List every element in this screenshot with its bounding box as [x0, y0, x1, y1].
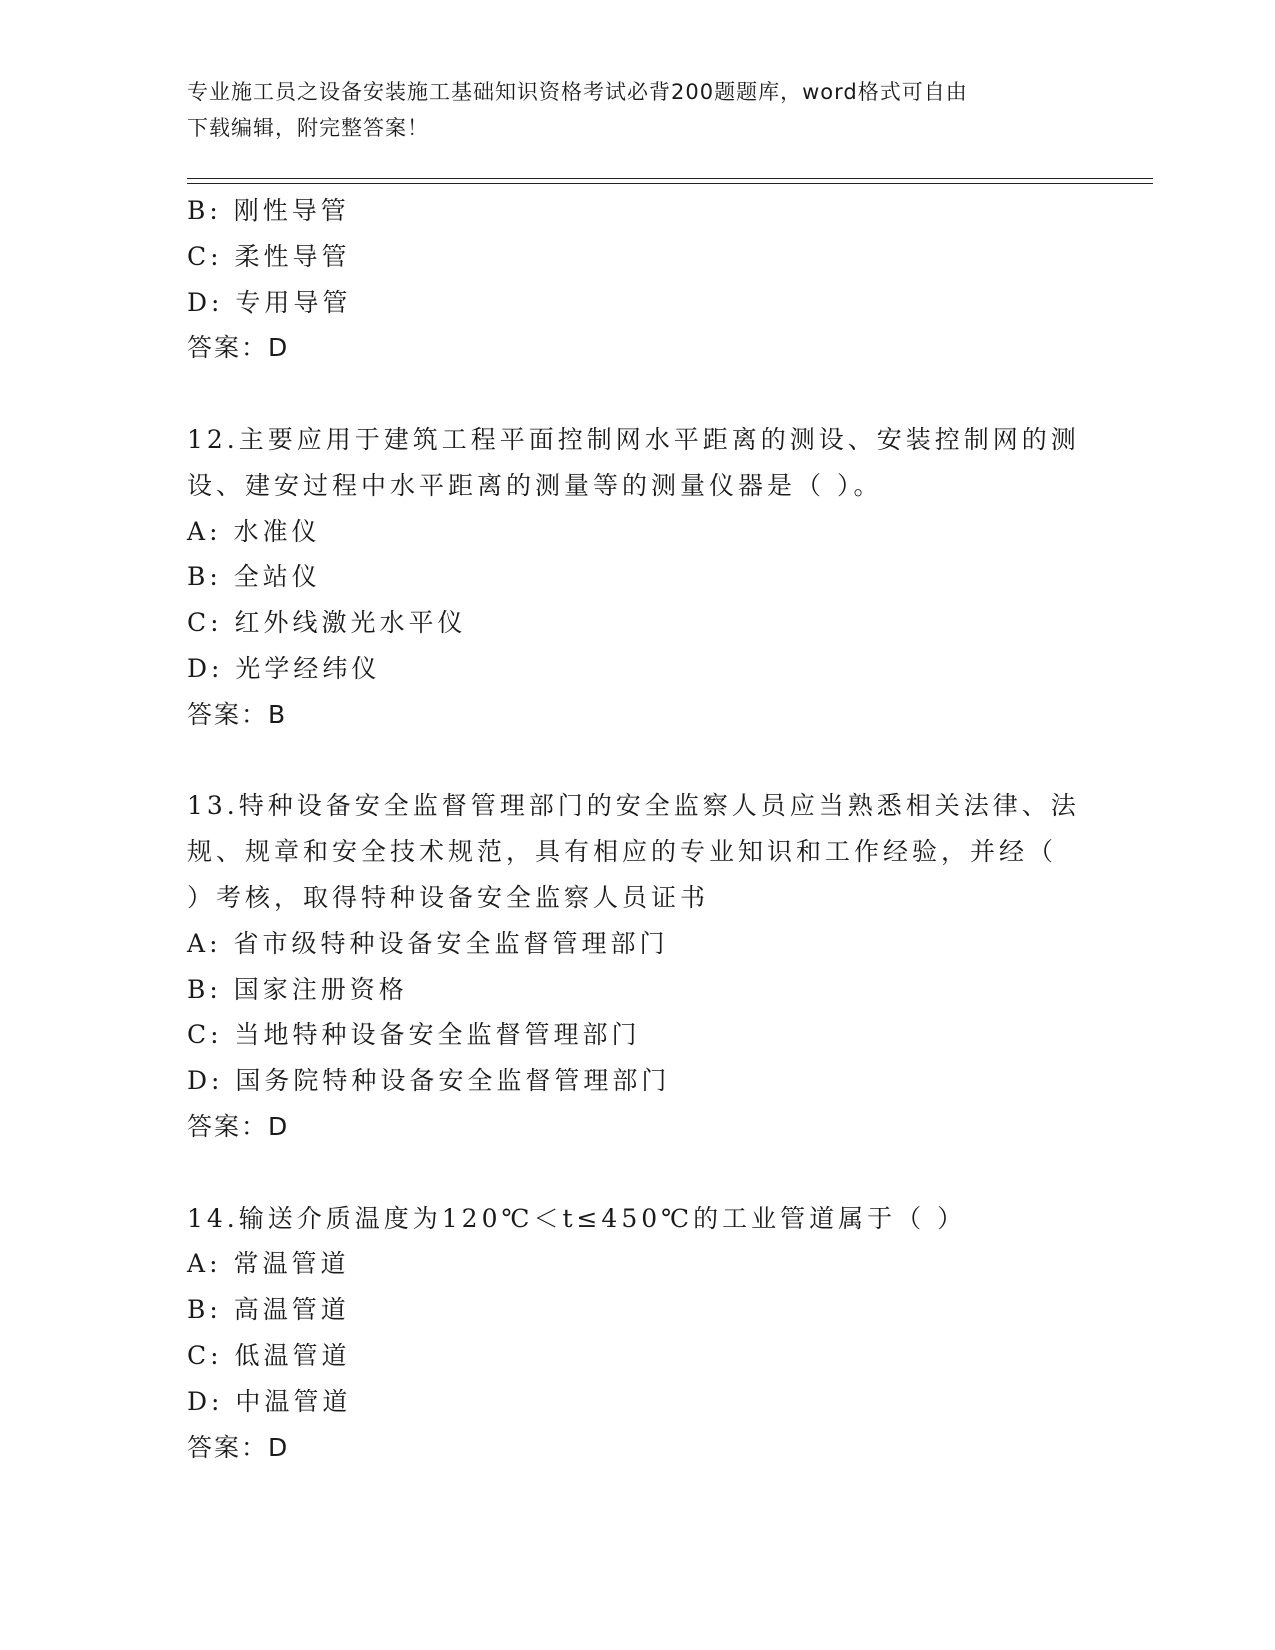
- question-stem-line: 12.主要应用于建筑工程平面控制网水平距离的测设、安装控制网的测: [187, 424, 1080, 454]
- option-b: B: 刚性导管: [187, 196, 350, 225]
- option-text: 红外线激光水平仪: [234, 608, 467, 638]
- option-letter: D: [187, 1386, 212, 1416]
- option-letter: A: [187, 1249, 210, 1279]
- option-d: D: 中温管道: [187, 1386, 352, 1416]
- answer-value: B: [268, 699, 288, 729]
- option-letter: B: [187, 562, 210, 592]
- option-letter: A: [187, 516, 210, 546]
- option-letter: D: [187, 1066, 212, 1096]
- spacer: [187, 1150, 1087, 1196]
- option-text: 低温管道: [234, 1340, 351, 1370]
- option-letter: B: [187, 196, 210, 225]
- option-text: 全站仪: [233, 562, 321, 592]
- header-title-line-1: 专业施工员之设备安装施工基础知识资格考试必背200题题库，word格式可自由: [187, 80, 968, 104]
- question-stem-line: ）考核，取得特种设备安全监察人员证书: [187, 882, 710, 912]
- option-text: 刚性导管: [233, 196, 350, 225]
- answer-line: [187, 692, 1087, 738]
- answer-label: 答案：: [187, 1432, 269, 1462]
- option-text: 常温管道: [233, 1249, 350, 1279]
- question-14-block: [187, 1196, 1087, 1471]
- answer-label: 答案：: [187, 699, 269, 729]
- option-letter: C: [187, 1020, 211, 1050]
- option-letter: D: [187, 287, 212, 317]
- document-header: [187, 74, 1067, 146]
- option-a: A: 省市级特种设备安全监督管理部门: [187, 928, 669, 958]
- option-a: A: 常温管道: [187, 1249, 350, 1279]
- option-letter: C: [187, 1340, 211, 1370]
- option-text: 高温管道: [233, 1295, 350, 1325]
- option-text: 国务院特种设备安全监督管理部门: [235, 1066, 671, 1096]
- header-divider-top: [187, 178, 1153, 179]
- answer-label: 答案：: [187, 1111, 269, 1141]
- option-a: A: 水准仪: [187, 516, 321, 546]
- question-content: [187, 188, 1087, 1470]
- header-title-line-2: 下载编辑，附完整答案！: [187, 116, 429, 140]
- answer-line: [187, 1425, 1087, 1471]
- option-c: C: 低温管道: [187, 1340, 351, 1370]
- question-stem-line: 设、建安过程中水平距离的测量等的测量仪器是（ ）。: [187, 470, 883, 500]
- option-c: C: 当地特种设备安全监督管理部门: [187, 1020, 641, 1050]
- answer-line: [187, 1104, 1087, 1150]
- option-text: 中温管道: [235, 1386, 352, 1416]
- question-13-block: [187, 783, 1087, 1149]
- option-text: 专用导管: [235, 287, 352, 317]
- option-text: 水准仪: [233, 516, 321, 546]
- prev-question-block: [187, 188, 1087, 371]
- option-b: B: 全站仪: [187, 562, 321, 592]
- option-d: D: 专用导管: [187, 287, 352, 317]
- option-d: D: 光学经纬仪: [187, 653, 381, 683]
- spacer: [187, 738, 1087, 784]
- option-text: 国家注册资格: [233, 974, 408, 1004]
- question-stem-line: 13.特种设备安全监督管理部门的安全监察人员应当熟悉相关法律、法: [187, 791, 1080, 821]
- option-text: 光学经纬仪: [235, 653, 381, 683]
- answer-value: D: [268, 1111, 290, 1141]
- option-d: D: 国务院特种设备安全监督管理部门: [187, 1066, 671, 1096]
- question-stem-line: 规、规章和安全技术规范，具有相应的专业知识和工作经验，并经（: [187, 837, 1058, 867]
- option-c: C: 红外线激光水平仪: [187, 608, 467, 638]
- question-stem-line: 14.输送介质温度为120℃＜t≤450℃的工业管道属于（ ）: [187, 1203, 967, 1233]
- option-text: 当地特种设备安全监督管理部门: [234, 1020, 641, 1050]
- option-letter: A: [187, 928, 210, 958]
- answer-label: 答案：: [187, 333, 269, 363]
- answer-line: [187, 325, 1087, 371]
- option-letter: C: [187, 608, 211, 638]
- option-c: C: 柔性导管: [187, 241, 351, 271]
- answer-value: D: [268, 333, 290, 363]
- answer-value: D: [268, 1432, 290, 1462]
- option-text: 柔性导管: [234, 241, 351, 271]
- option-b: B: 高温管道: [187, 1295, 350, 1325]
- option-letter: B: [187, 974, 210, 1004]
- option-letter: D: [187, 653, 212, 683]
- header-divider-bottom: [187, 183, 1153, 184]
- option-letter: B: [187, 1295, 210, 1325]
- option-text: 省市级特种设备安全监督管理部门: [233, 928, 669, 958]
- option-b: B: 国家注册资格: [187, 974, 408, 1004]
- question-12-block: [187, 417, 1087, 738]
- option-letter: C: [187, 241, 211, 271]
- spacer: [187, 371, 1087, 417]
